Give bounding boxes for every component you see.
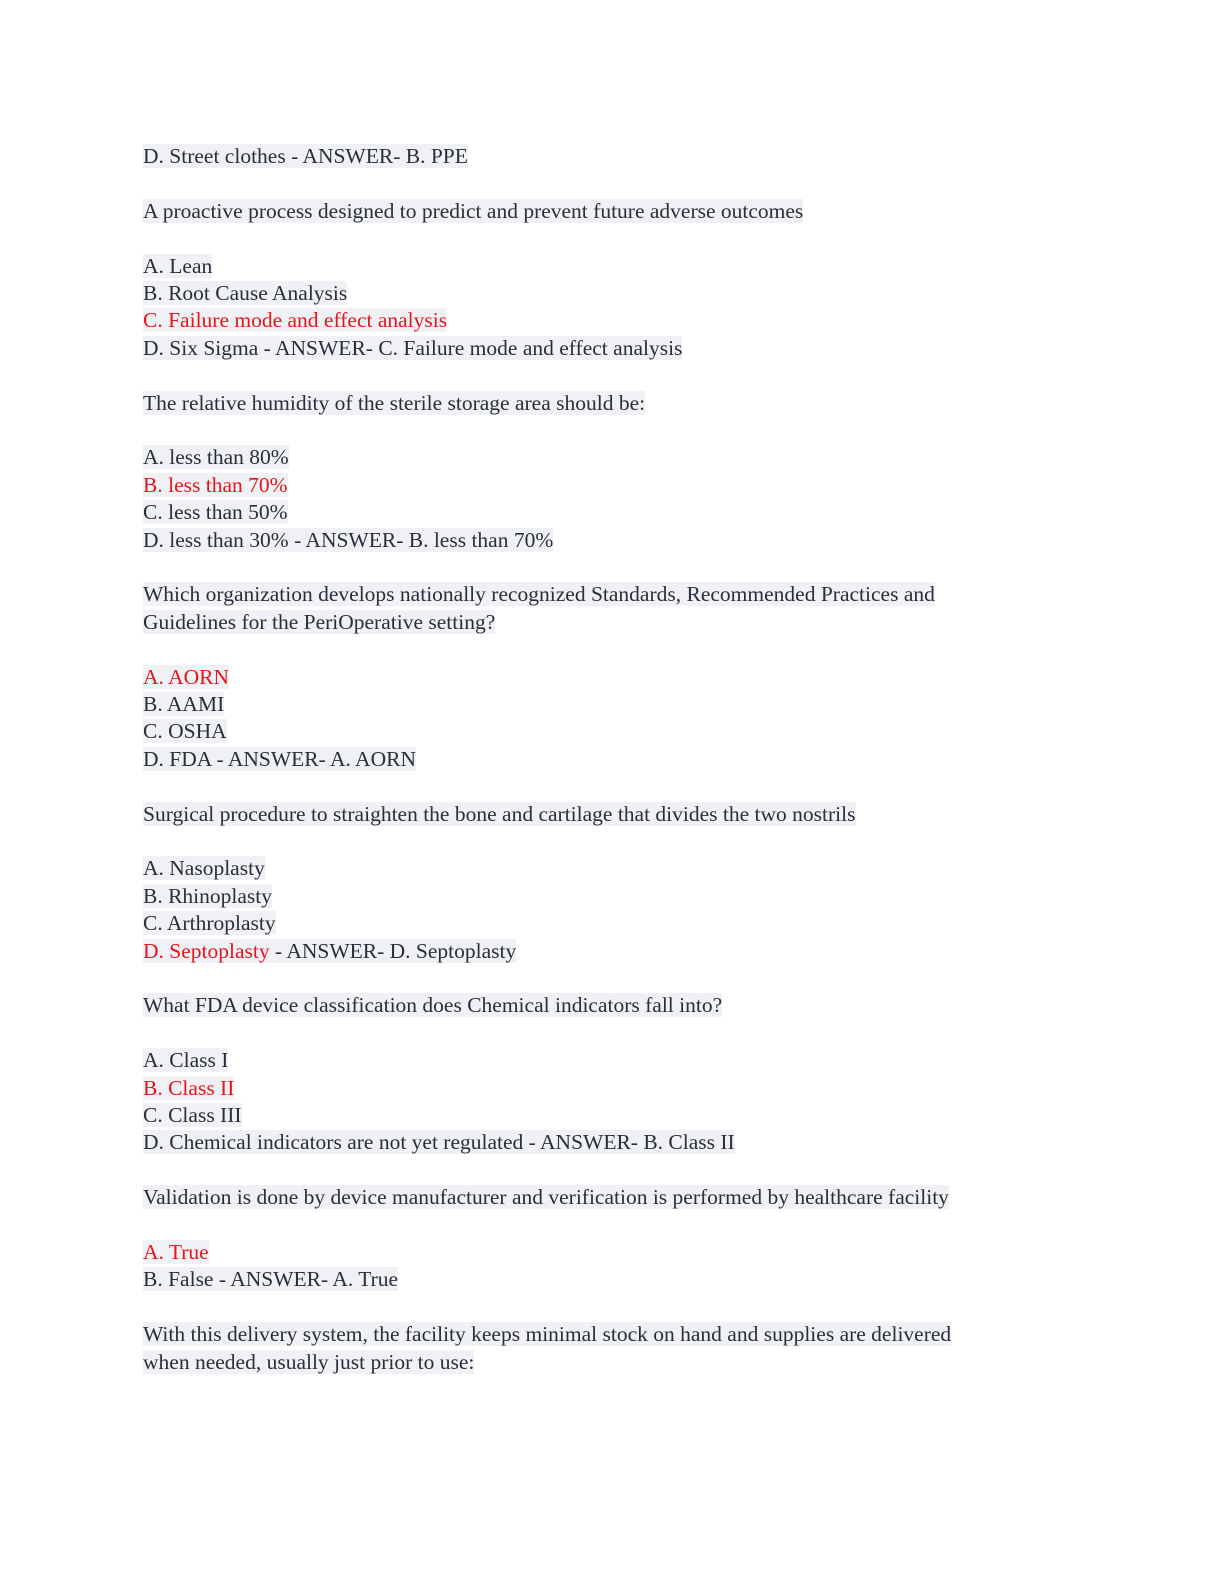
options-list (143, 253, 1143, 363)
option-line: B. AAMI (143, 692, 225, 717)
question-text: The relative humidity of the sterile storage area should be: (143, 390, 646, 415)
option-line: C. OSHA (143, 719, 227, 744)
option-line: D. Street clothes - ANSWER- B. PPE (143, 144, 468, 168)
options-list (143, 1047, 1143, 1157)
option-line: B. Root Cause Analysis (143, 281, 348, 305)
document-page (143, 143, 1143, 1403)
question-text: What FDA device classification does Chemical indicators fall into? (143, 993, 723, 1018)
option-line: C. Arthroplasty (143, 911, 276, 936)
correct-option-line: B. less than 70% (143, 472, 288, 497)
question-text: A proactive process designed to predict and prevent future adverse outcomes (143, 198, 804, 223)
option-line: D. less than 30% - ANSWER- B. less than 70% (143, 527, 554, 552)
option-line: C. Class III (143, 1103, 242, 1128)
options-list (143, 1239, 1143, 1294)
option-line: C. less than 50% (143, 500, 288, 525)
option-line: B. False - ANSWER- A. True (143, 1267, 399, 1292)
question-text: Which organization develops nationally recognized Standards, Recommended Practices and Guidelines for the PeriOperative setting? (143, 582, 935, 634)
correct-option-line: A. AORN (143, 664, 230, 689)
question-text: With this delivery system, the facility keeps minimal stock on hand and supplies are delivered when needed, usually just prior to use: (143, 1322, 952, 1374)
options-list (143, 664, 1143, 774)
question-text: Validation is done by device manufacturer and verification is performed by healthcare facility (143, 1185, 949, 1210)
option-line: D. Chemical indicators are not yet regulated - ANSWER- B. Class II (143, 1130, 735, 1155)
option-line: A. Class I (143, 1048, 229, 1073)
correct-option-line: C. Failure mode and effect analysis (143, 308, 448, 333)
options-list (143, 855, 1143, 965)
option-line: D. FDA - ANSWER- A. AORN (143, 746, 416, 771)
option-line: D. Six Sigma - ANSWER- C. Failure mode and effect analysis (143, 335, 683, 360)
question-text: Surgical procedure to straighten the bone and cartilage that divides the two nostrils (143, 801, 856, 826)
correct-option-line: A. True (143, 1240, 209, 1265)
option-line: A. Nasoplasty (143, 856, 265, 881)
option-line: B. Rhinoplasty (143, 883, 273, 908)
previous-question-tail (143, 143, 1143, 170)
option-line: A. less than 80% (143, 445, 289, 470)
correct-option-line: D. Septoplasty - ANSWER- D. Septoplasty (143, 938, 517, 963)
options-list (143, 444, 1143, 554)
correct-option-line: B. Class II (143, 1075, 235, 1100)
option-line: A. Lean (143, 253, 213, 278)
